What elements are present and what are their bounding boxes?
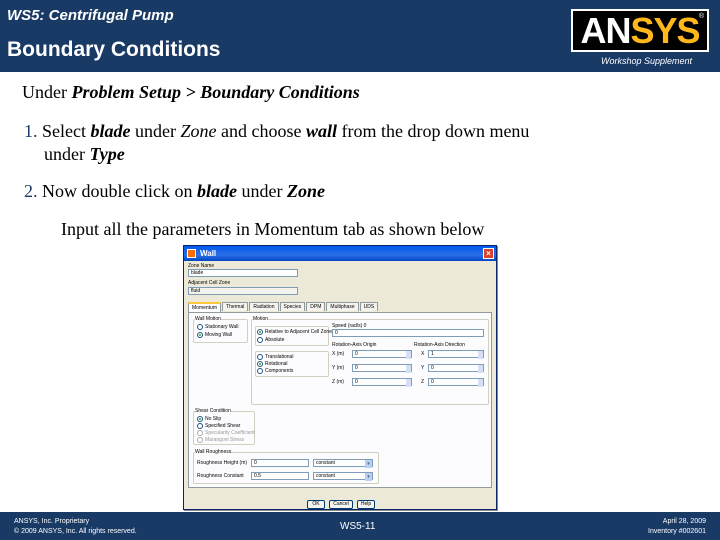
step-em: Type — [89, 144, 125, 165]
wall-motion-group — [193, 319, 248, 343]
zone-name-input[interactable]: blade — [188, 269, 298, 277]
moving-wall-radio[interactable] — [197, 332, 203, 338]
marangoni-label: Marangoni Stress — [205, 437, 245, 443]
dialog-title: Wall — [200, 249, 217, 258]
specularity-label: Specularity Coefficient — [205, 430, 255, 436]
step-text: Select — [42, 121, 91, 141]
help-button[interactable]: Help — [357, 500, 375, 509]
rotational-radio[interactable] — [257, 361, 263, 367]
shear-condition-label: Shear Condition — [195, 408, 231, 414]
chevron-down-icon[interactable]: ▾ — [365, 473, 372, 481]
step-text: Now double click on — [42, 181, 197, 201]
origin-x-label: X (m) — [332, 351, 345, 357]
dir-y-spinner[interactable] — [478, 365, 483, 373]
axis-direction-label: Rotation-Axis Direction — [414, 342, 465, 348]
chevron-down-icon[interactable]: ▾ — [365, 460, 372, 468]
dir-z-label: Z — [421, 379, 425, 385]
specularity-radio — [197, 430, 203, 436]
tab-uds[interactable]: UDS — [360, 302, 379, 311]
app-icon — [187, 249, 196, 258]
ansys-logo — [571, 9, 709, 52]
workshop-title: WS5: Centrifugal Pump — [7, 7, 174, 24]
intro-prefix: Under — [22, 82, 72, 102]
roughness-height-method: constant — [316, 460, 335, 466]
logo-registered: ® — [698, 13, 704, 20]
rotational-label: Rotational — [265, 361, 288, 367]
dir-y-input[interactable] — [428, 364, 484, 372]
stationary-wall-radio[interactable] — [197, 324, 203, 330]
step-text: and choose — [216, 121, 306, 141]
tab-thermal[interactable]: Thermal — [222, 302, 248, 311]
footer-bar — [0, 512, 720, 540]
step-3: Input all the parameters in Momentum tab as shown below — [61, 219, 485, 239]
relative-radio[interactable] — [257, 329, 263, 335]
components-label: Components — [265, 368, 294, 374]
origin-z-input[interactable] — [352, 378, 412, 386]
intro-path: Problem Setup > Boundary Conditions — [71, 82, 360, 102]
wall-roughness-label: Wall Roughness — [195, 449, 232, 455]
step-em: Zone — [286, 181, 325, 201]
moving-wall-label: Moving Wall — [205, 332, 233, 338]
speed-input[interactable]: 0 — [332, 329, 484, 337]
dir-z-value: 0 — [431, 379, 434, 385]
stationary-wall-label: Stationary Wall — [205, 324, 239, 330]
dir-x-spinner[interactable] — [478, 351, 483, 359]
step-text: from the drop down menu — [336, 121, 530, 141]
dir-z-input[interactable] — [428, 378, 484, 386]
dir-x-input[interactable] — [428, 350, 484, 358]
origin-y-label: Y (m) — [332, 365, 345, 371]
step-em: wall — [305, 121, 337, 141]
copyright-text: © 2009 ANSYS, Inc. All rights reserved. — [14, 528, 137, 535]
proprietary-text: ANSYS, Inc. Proprietary — [14, 518, 90, 525]
roughness-constant-method: constant — [316, 473, 335, 479]
translational-label: Translational — [265, 354, 294, 360]
origin-x-value: 0 — [355, 351, 358, 357]
page-number: WS5-11 — [340, 521, 376, 532]
roughness-constant-label: Roughness Constant — [197, 473, 244, 479]
dir-y-label: Y — [421, 365, 425, 371]
step-number: 2. — [24, 181, 38, 201]
motion-label: Motion — [253, 316, 269, 322]
tab-species[interactable]: Species — [280, 302, 306, 311]
translational-radio[interactable] — [257, 354, 263, 360]
wall-dialog — [183, 245, 497, 510]
adjacent-zone-label: Adjacent Cell Zone — [188, 280, 231, 286]
roughness-height-dropdown[interactable] — [313, 459, 373, 467]
cancel-button[interactable]: Cancel — [329, 500, 353, 509]
origin-y-value: 0 — [355, 365, 358, 371]
components-radio[interactable] — [257, 368, 263, 374]
section-title: Boundary Conditions — [7, 38, 221, 61]
zone-name-label: Zone Name — [188, 263, 215, 269]
relative-label: Relative to Adjacent Cell Zone — [265, 329, 332, 335]
speed-label: Speed (rad/s) 0 — [332, 323, 367, 329]
workshop-supplement: Workshop Supplement — [600, 56, 692, 66]
momentum-panel — [188, 312, 492, 488]
origin-y-spinner[interactable] — [406, 365, 411, 373]
date-text: April 28, 2009 — [662, 518, 706, 525]
origin-x-spinner[interactable] — [406, 351, 411, 359]
tab-radiation[interactable]: Radiation — [249, 302, 278, 311]
roughness-constant-dropdown[interactable] — [313, 472, 373, 480]
step-em: blade — [90, 121, 131, 141]
step-2 — [24, 181, 325, 202]
tab-momentum[interactable]: Momentum — [188, 302, 221, 312]
close-icon[interactable]: × — [483, 248, 494, 259]
axis-origin-label: Rotation-Axis Origin — [332, 342, 377, 348]
step-em: blade — [196, 181, 237, 201]
origin-y-input[interactable] — [352, 364, 412, 372]
step-em: Zone — [180, 121, 217, 141]
roughness-height-label: Roughness Height (m) — [197, 460, 248, 466]
origin-z-value: 0 — [355, 379, 358, 385]
origin-x-input[interactable] — [352, 350, 412, 358]
tab-multiphase[interactable]: Multiphase — [326, 302, 358, 311]
roughness-constant-input[interactable]: 0.5 — [251, 472, 309, 480]
absolute-label: Absolute — [265, 337, 285, 343]
adjacent-zone-field: fluid — [188, 287, 298, 295]
tab-dpm[interactable]: DPM — [306, 302, 325, 311]
marangoni-radio — [197, 437, 203, 443]
dir-x-value: 1 — [431, 351, 434, 357]
origin-z-label: Z (m) — [332, 379, 344, 385]
absolute-radio[interactable] — [257, 337, 263, 343]
specified-shear-radio[interactable] — [197, 423, 203, 429]
specified-shear-label: Specified Shear — [205, 423, 241, 429]
step-text: under — [44, 144, 90, 165]
dialog-titlebar[interactable] — [184, 246, 496, 261]
no-slip-label: No Slip — [205, 416, 222, 422]
step-1 — [24, 120, 664, 167]
dir-x-label: X — [421, 351, 425, 357]
logo-text: ANSYS — [580, 9, 700, 51]
step-text: under — [236, 181, 287, 201]
dir-y-value: 0 — [431, 365, 434, 371]
step-text: under — [130, 121, 181, 141]
roughness-height-input[interactable]: 0 — [251, 459, 309, 467]
inventory-text: Inventory #002601 — [648, 528, 706, 535]
step-number: 1. — [24, 121, 38, 141]
dialog-tabs — [188, 302, 379, 312]
intro-line — [22, 82, 360, 103]
ok-button[interactable]: OK — [307, 500, 325, 509]
wall-motion-label: Wall Motion — [195, 316, 221, 322]
step-continuation — [24, 143, 664, 166]
no-slip-radio[interactable] — [197, 416, 203, 422]
header-bar — [0, 0, 720, 72]
dir-z-spinner[interactable] — [478, 379, 483, 387]
origin-z-spinner[interactable] — [406, 379, 411, 387]
